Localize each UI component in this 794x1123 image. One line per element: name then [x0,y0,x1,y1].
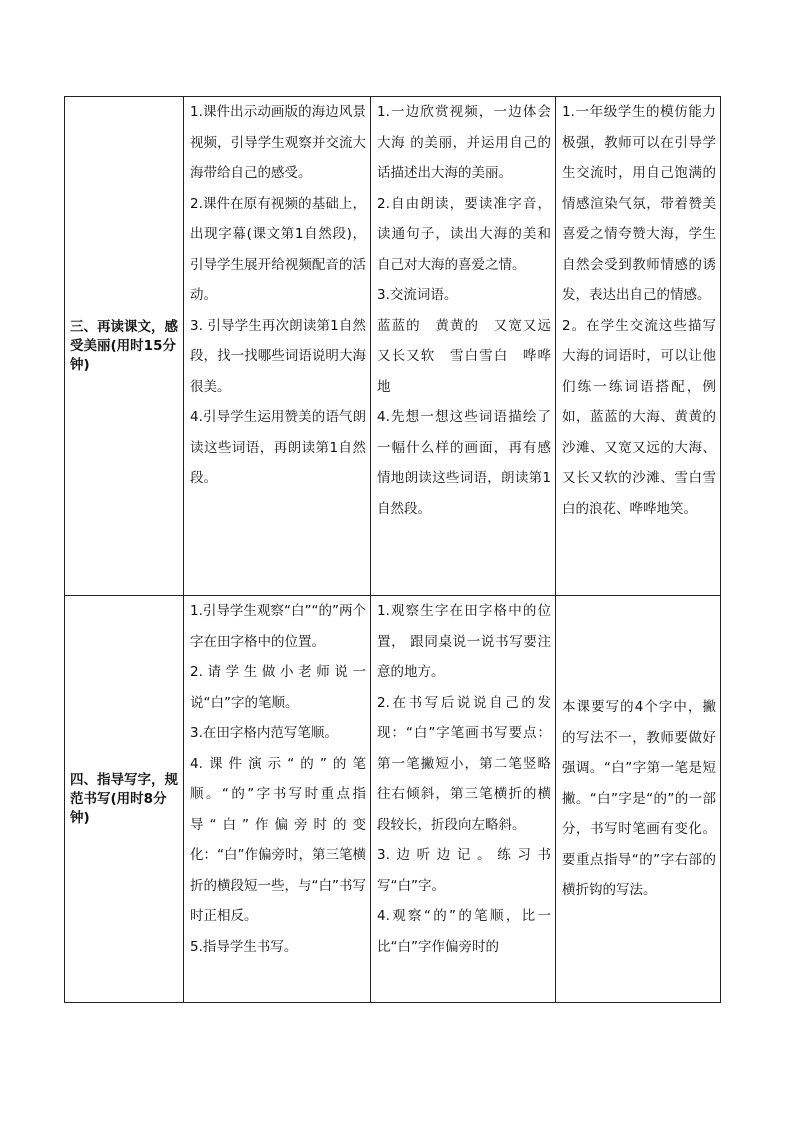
stage-label-3: 三、再读课文，感受美丽(用时15分钟) [65,97,184,596]
teacher-step: 4.引导学生运用赞美的语气朗读这些词语，再朗读第1自然段。 [190,409,366,486]
teacher-step: 3.在田字格内范写笔顺。 [190,725,338,741]
stage-label-4: 四、指导写字，规范书写(用时8分钟) [65,596,184,1003]
teacher-activity-4 [184,596,371,1003]
teacher-activity-3 [184,97,371,596]
student-step: 2.自由朗读，要读准字音，读通句子，读出大海的美和自己对大海的喜爱之情。 [377,195,551,273]
design-note: 2。在学生交流这些描写大海的词语时，可以让他们练一练词语搭配，例如，蓝蓝的大海、黄黄的沙滩、又宽又远的大海、又长又软的沙滩、雪白雪白的浪花、哗哗地笑。 [562,317,716,517]
student-step: 4.先想一想这些词语描绘了一幅什么样的画面，再有感情地朗读这些词语，朗读第1自然段。 [377,409,551,517]
design-notes-3 [556,97,721,596]
table-row-stage-4 [65,596,721,1003]
teacher-step: 5.指导学生书写。 [190,938,298,955]
word-list: 蓝蓝的 黄黄的 又宽又远 又长又软 雪白雪白 哗哗地 [377,317,565,395]
teacher-step: 1.课件出示动画版的海边风景视频，引导学生观察并交流大海带给自己的感受。 [190,104,366,181]
design-note: 1.一年级学生的模仿能力极强，教师可以在引导学生交流时，用自己饱满的情感渲染气氛，带着赞美喜爱之情夸赞大海，学生自然会受到教师情感的诱发，表达出自己的情感。 [562,104,716,303]
teacher-step: 4.课件演示“的”的笔顺。“的”字书写时重点指导“白”作偏旁时的变化：“白”作偏旁时，第三笔横折的横段短一些，与“白”书写时正相反。 [190,755,366,924]
student-step: 3.交流词语。 [377,287,458,303]
table-row-stage-3 [65,97,721,596]
lesson-plan-table [64,96,721,1003]
student-step: 2.在书写后说说自己的发现：“白”字笔画书写要点：第一笔撇短小，第二笔竖略往右倾斜，第三笔横折的横段较长，折段向左略斜。 [377,694,551,833]
design-notes-4 [556,596,721,1003]
student-step: 3.边听边记。练习书写“白”字。 [377,847,551,894]
student-step: 1.观察生字在田字格中的位置， 跟同桌说一说书写要注意的地方。 [377,603,551,680]
teacher-step: 2.请学生做小老师说一说“白”字的笔顺。 [190,664,366,711]
student-activity-4 [371,596,556,1003]
teacher-step: 2.课件在原有视频的基础上，出现字幕(课文第1自然段)，引导学生展开给视频配音的活动。 [190,195,366,303]
student-step: 4.观察“的”的笔顺，比一比“白”字作偏旁时的 [377,908,551,955]
student-activity-3 [371,97,565,596]
design-note: 本课要写的4个字中，撇的写法不一，教师要做好强调。“白”字第一笔是短撇。“白”字是“的”的一部分，书写时笔画有变化。要重点指导“的”字右部的横折钩的写法。 [562,699,716,899]
student-step: 1.一边欣赏视频，一边体会大海 的美丽，并运用自己的话描述出大海的美丽。 [377,104,551,181]
teacher-step: 3. 引导学生再次朗读第1自然段，找一找哪些词语说明大海很美。 [190,317,366,395]
teacher-step: 1.引导学生观察“白”“的”两个字在田字格中的位置。 [190,603,366,650]
